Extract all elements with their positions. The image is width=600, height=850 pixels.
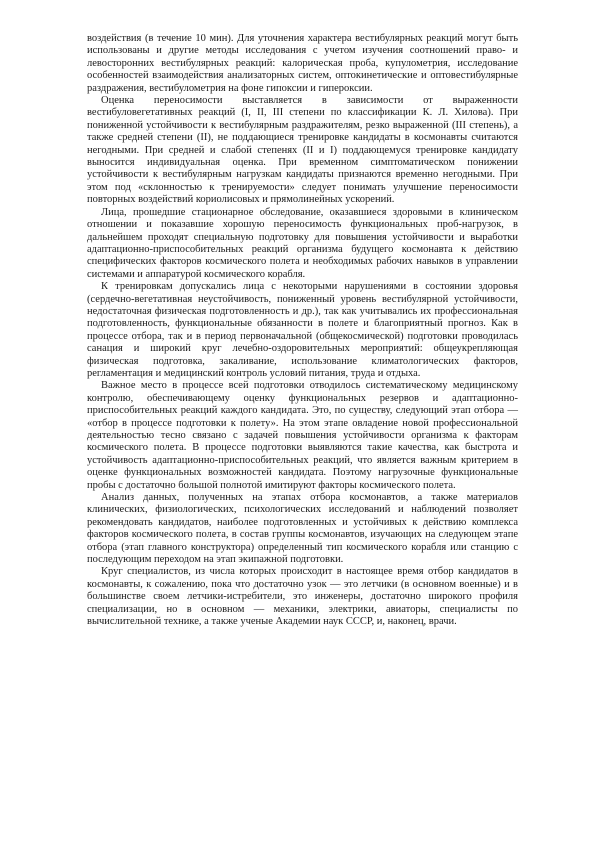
- paragraph-specialists: Круг специалистов, из числа которых происходит в настоящее время отбор кандидатов в космонавты, к сожалению, пока что достаточно узок — это летчики (в основном военные) и в большинстве своем летчики-истребители, это инженеры, достаточно широкого профиля специализации, но в основном — механики, электрики, авиаторы, специалисты по вычислительной технике, а также ученые Академии наук СССР, и, наконец, врачи.: [87, 566, 518, 628]
- paragraph-tolerance-assessment: Оценка переносимости выставляется в зависимости от выраженности вестибуловегетативных реакций (I, II, III степени по классификации К. Л. Хилова). При пониженной устойчивости к вестибулярным раздражителям, резко выраженной (III степень), а также средней степени (II), не поддающиеся тренировке кандидаты в космонавты считаются негодными. При средней и слабой степенях (II и I) поддающемуся тренировке кандидату выносится индивидуальная оценка. При временном симптоматическом понижении устойчивости к вестибулярным нагрузкам кандидаты признаются временно негодными. При этом под «склонностью к тренируемости» следует понимать улучшение переносимости повторных воздействий кориолисовых и прямолинейных ускорений.: [87, 95, 518, 206]
- paragraph-data-analysis: Анализ данных, полученных на этапах отбора космонавтов, а также материалов клинических, физиологических, психологических исследований и наблюдений позволяет рекомендовать кандидатов, наиболее подготовленных и устойчивых к действию комплекса факторов космического полета, в состав группы космонавтов, изучающих на следующем этапе отбора (этап главного конструктора) определенный тип космического корабля или станцию с последующим переходом на этап экипажной подготовки.: [87, 492, 518, 566]
- paragraph-training-admission: К тренировкам допускались лица с некоторыми нарушениями в состоянии здоровья (сердечно-вегетативная неустойчивость, пониженный уровень вестибулярной устойчивости, недостаточная физическая подготовленность и др.), так как учитывались их профессиональная подготовленность, функциональные обязанности в полете и благоприятный прогноз. Как в процессе отбора, так и в период первоначальной (общекосмической) подготовки проводилась санация и широкий круг лечебно-оздоровительных мероприятий: общеукрепляющая физическая подготовка, закаливание, использование климатологических факторов, регламентация и медицинский контроль условий питания, труда и отдыха.: [87, 281, 518, 379]
- document-page: [87, 33, 518, 629]
- paragraph-special-training: Лица, прошедшие стационарное обследование, оказавшиеся здоровыми в клиническом отношении и показавшие хорошую переносимость функциональных проб-нагрузок, в дальнейшем проходят специальную подготовку для повышения устойчивости и выработки адаптационно-приспособительных реакций организма будущего космонавта к действию специфических факторов космического полета и необходимых рабочих навыков в управлении системами и аппаратурой космического корабля.: [87, 206, 518, 280]
- paragraph-medical-control: Важное место в процессе всей подготовки отводилось систематическому медицинскому контролю, обеспечивающему оценку функциональных резервов и адаптационно-приспособительных реакций каждого кандидата. Это, по существу, следующий этап отбора — «отбор в процессе подготовки к полету». На этом этапе овладение новой профессиональной деятельностью тесно связано с задачей повышения устойчивости организма к факторам космического полета. В процессе подготовки выявляются такие качества, как быстрота и устойчивость адаптационно-приспособительных реакций, что является важным критерием в оценке функциональных возможностей кандидата. Поэтому нагрузочные функциональные пробы с достаточно большой полнотой имитируют факторы космического полета.: [87, 380, 518, 491]
- paragraph-continuation: воздействия (в течение 10 мин). Для уточнения характера вестибулярных реакций могут быть использованы и другие методы исследования с учетом изучения соотношений право- и левосторонних вестибулярных реакций: калорическая проба, купулометрия, исследование особенностей взаимодействия анализаторных систем, оптокинетические и оптовестибулярные раздражения, вестибулометрия на фоне гипоксии и гипероксии.: [87, 33, 518, 94]
